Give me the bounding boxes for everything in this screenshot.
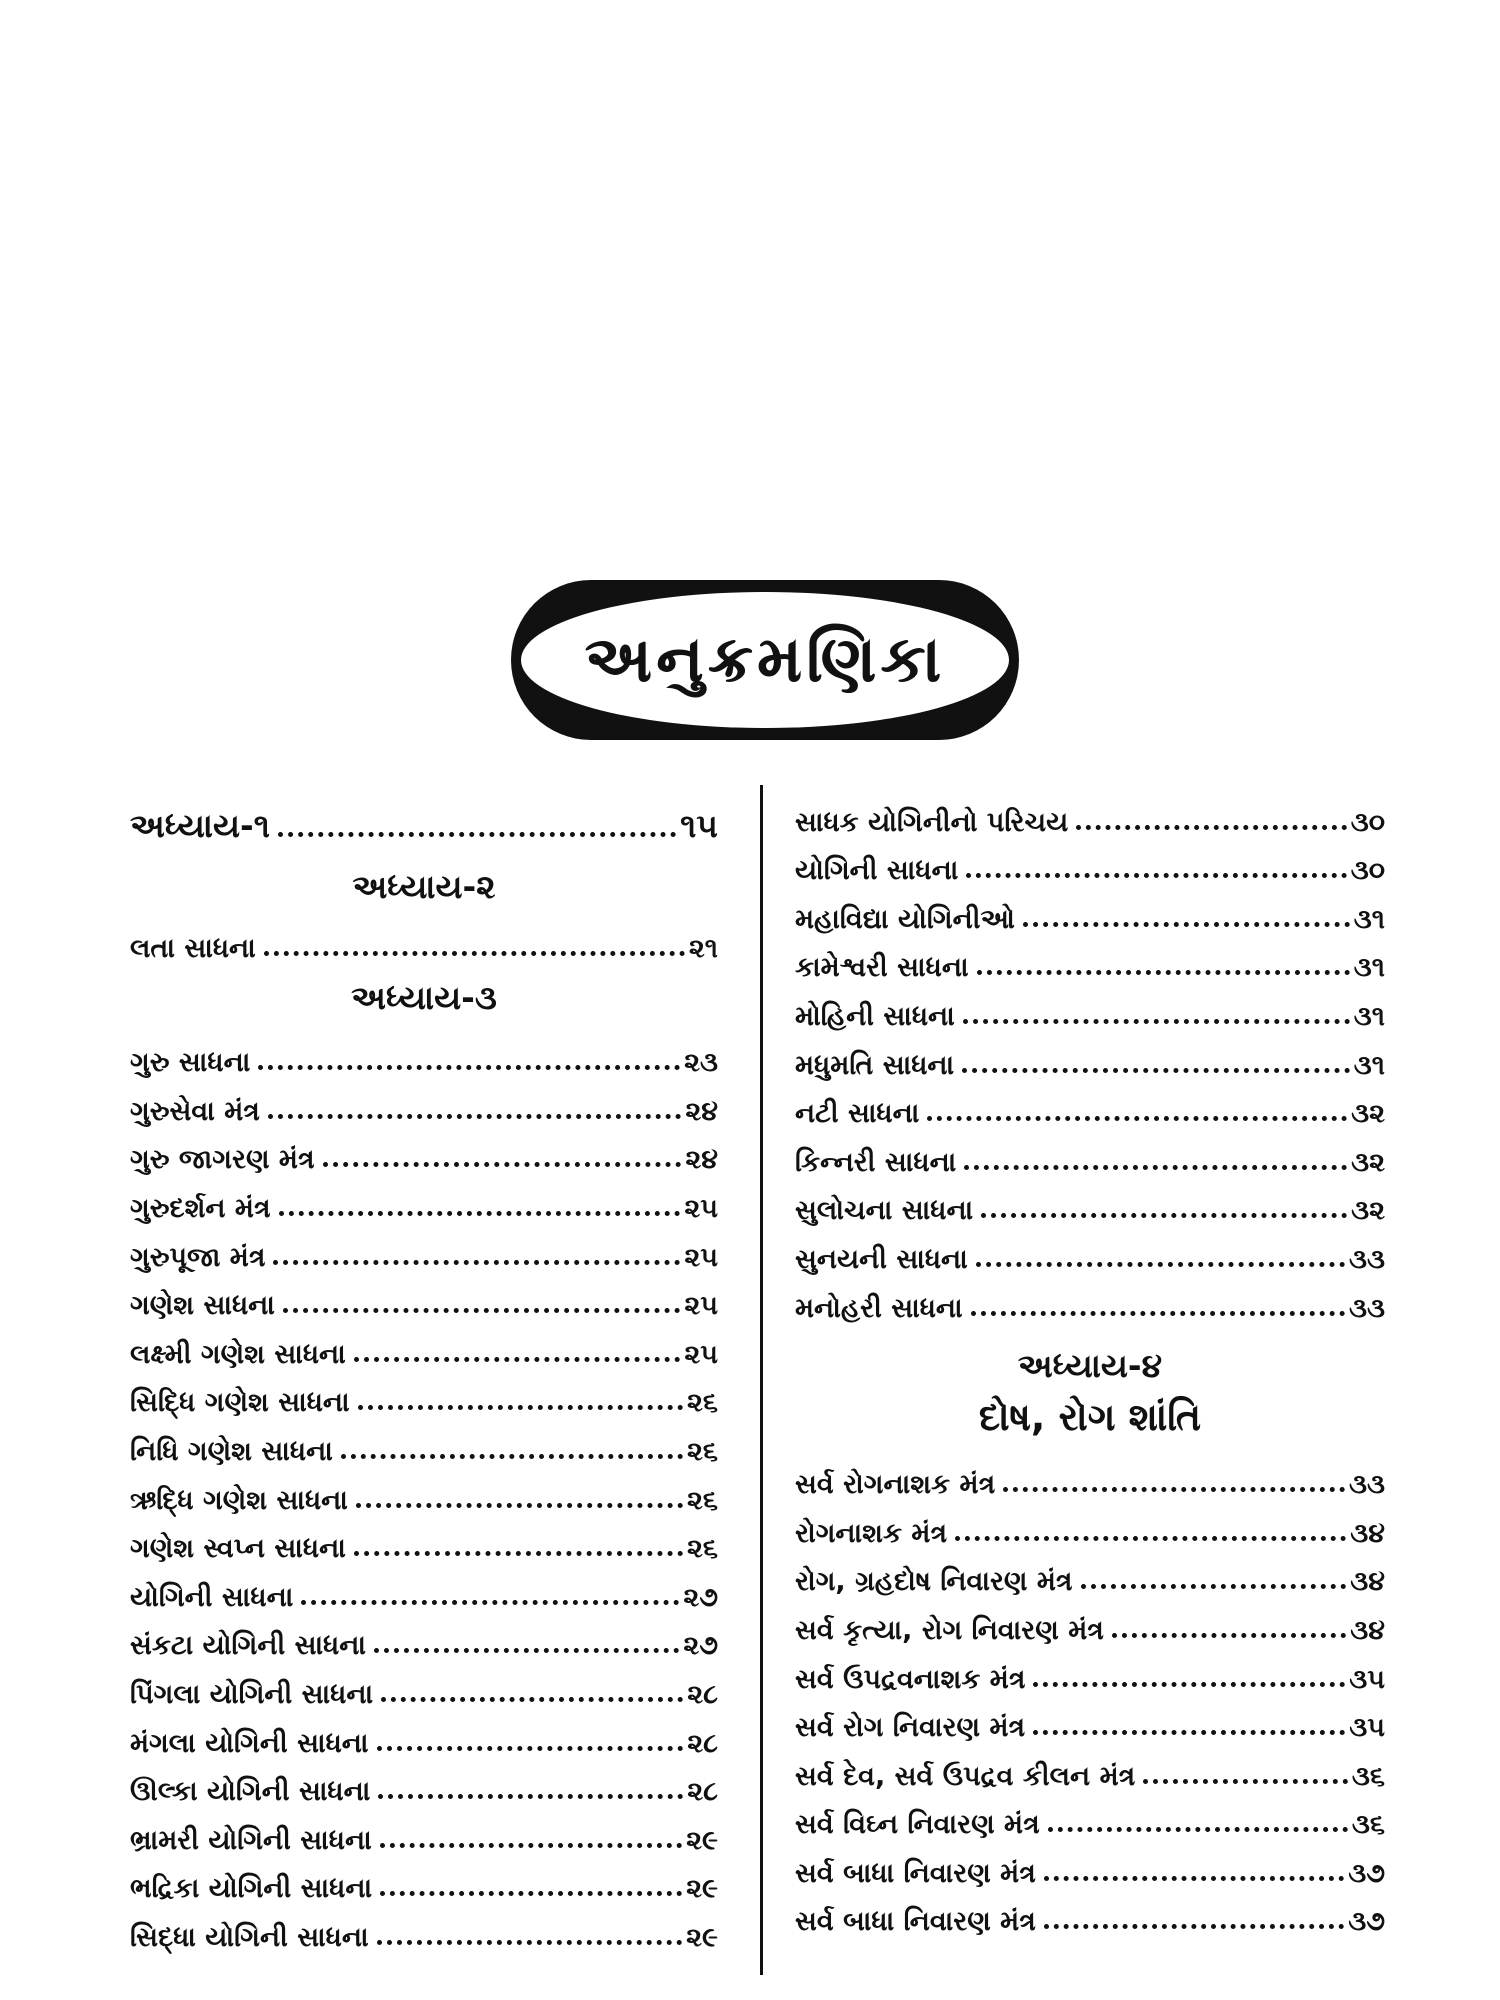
toc-entry-page: ૩૦	[1350, 806, 1385, 838]
toc-entry-page: ૩૩	[1349, 1243, 1385, 1275]
dot-leader	[354, 1357, 681, 1362]
dot-leader	[374, 1648, 679, 1653]
dot-leader	[977, 970, 1350, 975]
toc-entry-label: ઊલ્કા યોગિની સાધના	[130, 1776, 371, 1808]
toc-entry-page: ૨૪	[685, 1095, 718, 1127]
toc-entry[interactable]	[130, 916, 718, 965]
toc-entry-page: ૨૮	[687, 1678, 718, 1710]
toc-entry-page: ૩૪	[1350, 1517, 1385, 1549]
toc-entry[interactable]	[795, 936, 1385, 985]
toc-entry-page: ૨૪	[685, 1144, 718, 1176]
chapter-3-continued-list	[795, 790, 1385, 1325]
dot-leader	[380, 1843, 682, 1848]
toc-entry-label: ભદ્રિકા યોગિની સાધના	[130, 1873, 373, 1905]
toc-entry[interactable]	[795, 1082, 1385, 1131]
toc-entry-label: સુનયની સાધના	[795, 1243, 968, 1275]
toc-entry-label: રોગ, ગ્રહદોષ નિવારણ મંત્ર	[795, 1566, 1073, 1598]
chapter-4-list	[795, 1453, 1385, 1939]
toc-entry[interactable]	[795, 1033, 1385, 1082]
toc-entry-page: ૩૪	[1350, 1614, 1385, 1646]
toc-entry[interactable]	[130, 1662, 718, 1711]
toc-entry-page: ૩૨	[1351, 1098, 1385, 1130]
toc-entry-label: યોગિની સાધના	[130, 1581, 294, 1613]
dot-leader	[354, 1551, 683, 1556]
toc-entry-page: ૨૯	[686, 1873, 718, 1905]
toc-entry-label: ગણેશ સ્વપ્ન સાધના	[130, 1533, 346, 1565]
toc-entry[interactable]	[130, 1565, 718, 1614]
dot-leader	[1023, 922, 1350, 927]
toc-entry[interactable]	[795, 790, 1385, 839]
dot-leader	[1044, 1924, 1344, 1929]
toc-entry-page: ૨૫	[684, 1241, 718, 1273]
dot-leader	[377, 1746, 684, 1751]
dot-leader	[964, 1165, 1347, 1170]
dot-leader	[278, 832, 676, 837]
toc-entry-page: ૨૯	[686, 1824, 718, 1856]
toc-entry-page: ૨૩	[684, 1047, 718, 1079]
toc-entry-label: સર્વ કૃત્યા, રોગ નિવારણ મંત્ર	[795, 1614, 1104, 1646]
toc-entry[interactable]	[795, 1744, 1385, 1793]
toc-entry-page: ૩૧	[1353, 1049, 1385, 1081]
toc-entry[interactable]	[795, 1550, 1385, 1599]
toc-entry[interactable]	[130, 1808, 718, 1857]
toc-entry-label: સાધક યોગિનીનો પરિચય	[795, 806, 1069, 838]
toc-entry[interactable]	[130, 1760, 718, 1809]
toc-entry-label: મધુમતિ સાધના	[795, 1049, 955, 1081]
dot-leader	[381, 1697, 683, 1702]
toc-entry-label: સર્વ બાધા નિવારણ મંત્ર	[795, 1857, 1036, 1889]
toc-entry-label: સર્વ રોગ નિવારણ મંત્ર	[795, 1712, 1026, 1744]
toc-entry-page: ૨૯	[686, 1921, 718, 1953]
toc-entry-label: સર્વ બાધા નિવારણ મંત્ર	[795, 1906, 1036, 1938]
toc-entry-label: કિન્નરી સાધના	[795, 1146, 957, 1178]
chapter-2-heading: અધ્યાય-૨	[352, 867, 496, 906]
toc-entry[interactable]	[795, 1793, 1385, 1842]
toc-entry-label: સિદ્ધા યોગિની સાધના	[130, 1921, 369, 1953]
page-title: અનુક્રમણિકા	[584, 623, 946, 697]
toc-entry-label: ગણેશ સાધના	[130, 1290, 275, 1322]
dot-leader	[962, 1068, 1350, 1073]
toc-entry-page: ૧૫	[680, 806, 718, 845]
toc-entry[interactable]	[130, 1711, 718, 1760]
toc-entry[interactable]	[130, 1031, 718, 1080]
toc-entry-label: મંગલા યોગિની સાધના	[130, 1727, 369, 1759]
chapter-4-subheading: દોષ, રોગ શાંતિ	[978, 1394, 1202, 1439]
toc-entry[interactable]	[130, 1857, 718, 1906]
dot-leader	[1081, 1584, 1347, 1589]
chapter-4-heading: અધ્યાય-૪	[1017, 1345, 1163, 1385]
dot-leader	[377, 1940, 683, 1945]
toc-entry-label: ભ્રામરી યોગિની સાધના	[130, 1824, 372, 1856]
toc-entry-page: ૨૮	[687, 1727, 718, 1759]
dot-leader	[1044, 1876, 1344, 1881]
dot-leader	[976, 1262, 1345, 1267]
toc-entry-chapter-1[interactable]	[130, 790, 718, 846]
toc-entry[interactable]	[130, 1274, 718, 1323]
toc-entry-label: ગુરુ જાગરણ મંત્ર	[130, 1144, 315, 1176]
dot-leader	[323, 1162, 682, 1167]
chapter-3-list	[130, 1031, 718, 1954]
toc-entry-page: ૩૧	[1353, 1000, 1385, 1032]
toc-entry[interactable]	[795, 1501, 1385, 1550]
toc-entry[interactable]	[795, 1841, 1385, 1890]
toc-entry-page: ૨૫	[684, 1192, 718, 1224]
toc-entry-page: ૩૭	[1348, 1906, 1385, 1938]
toc-entry-label: સિદ્ધિ ગણેશ સાધના	[130, 1387, 350, 1419]
toc-entry-page: ૩૩	[1349, 1469, 1385, 1501]
toc-entry[interactable]	[795, 1130, 1385, 1179]
toc-entry-page: ૨૮	[687, 1776, 718, 1808]
toc-entry-page: ૨૬	[687, 1533, 718, 1565]
toc-entry-label: સુલોચના સાધના	[795, 1195, 974, 1227]
dot-leader	[301, 1600, 679, 1605]
toc-entry-page: ૨૬	[687, 1484, 718, 1516]
toc-entry[interactable]	[795, 1647, 1385, 1696]
toc-entry-label: મનોહરી સાધના	[795, 1292, 963, 1324]
title-badge	[511, 580, 1019, 740]
toc-entry[interactable]	[130, 1128, 718, 1177]
toc-entry[interactable]	[130, 1079, 718, 1128]
toc-entry-page: ૨૬	[687, 1435, 718, 1467]
toc-entry-label: સર્વ દેવ, સર્વ ઉપદ્રવ કીલન મંત્ર	[795, 1760, 1136, 1792]
toc-entry-page: ૨૧	[688, 932, 718, 964]
toc-left-column	[130, 790, 718, 1954]
toc-entry-label: મહાવિદ્યા યોગિનીઓ	[795, 903, 1015, 935]
title-badge-inner	[521, 592, 1009, 728]
toc-entry[interactable]	[795, 1696, 1385, 1745]
toc-entry-page: ૨૭	[683, 1630, 718, 1662]
toc-entry[interactable]	[130, 1905, 718, 1954]
toc-entry[interactable]	[795, 1276, 1385, 1325]
dot-leader	[1143, 1779, 1348, 1784]
toc-entry[interactable]	[795, 1453, 1385, 1502]
toc-entry[interactable]	[130, 1517, 718, 1566]
toc-entry-label: કામેશ્વરી સાધના	[795, 952, 969, 984]
dot-leader	[981, 1213, 1347, 1218]
toc-entry[interactable]	[795, 887, 1385, 936]
dot-leader	[971, 1311, 1345, 1316]
toc-entry-page: ૩૨	[1351, 1195, 1385, 1227]
dot-leader	[341, 1454, 683, 1459]
toc-right-column	[795, 790, 1385, 1938]
toc-entry-page: ૩૦	[1350, 855, 1385, 887]
toc-entry-label: યોગિની સાધના	[795, 855, 959, 887]
toc-entry-page: ૨૫	[684, 1338, 718, 1370]
toc-entry-label: રોગનાશક મંત્ર	[795, 1517, 948, 1549]
toc-entry[interactable]	[130, 1176, 718, 1225]
toc-entry[interactable]	[130, 1614, 718, 1663]
dot-leader	[356, 1503, 683, 1508]
toc-entry-page: ૩૩	[1349, 1292, 1385, 1324]
dot-leader	[927, 1116, 1347, 1121]
toc-entry[interactable]	[130, 1468, 718, 1517]
chapter-3-heading: અધ્યાય-૩	[351, 977, 497, 1017]
dot-leader	[1003, 1487, 1345, 1492]
toc-entry-page: ૩૭	[1348, 1857, 1385, 1889]
toc-entry-label: લતા સાધના	[130, 932, 256, 964]
dot-leader	[1112, 1633, 1346, 1638]
toc-entry-page: ૩૧	[1353, 903, 1385, 935]
toc-entry-page: ૩૧	[1353, 952, 1385, 984]
dot-leader	[1033, 1730, 1345, 1735]
dot-leader	[1048, 1827, 1348, 1832]
dot-leader	[1033, 1682, 1345, 1687]
dot-leader	[279, 1211, 681, 1216]
toc-entry-label: ઋદ્ધિ ગણેશ સાધના	[130, 1484, 348, 1516]
toc-entry[interactable]	[795, 984, 1385, 1033]
toc-entry-label: સર્વ ઉપદ્રવનાશક મંત્ર	[795, 1663, 1026, 1695]
dot-leader	[258, 1065, 680, 1070]
toc-entry-label: સર્વ વિઘ્ન નિવારણ મંત્ર	[795, 1809, 1040, 1841]
dot-leader	[966, 873, 1346, 878]
dot-leader	[264, 951, 685, 956]
dot-leader	[273, 1260, 680, 1265]
dot-leader	[955, 1536, 1346, 1541]
dot-leader	[1076, 825, 1347, 830]
toc-entry[interactable]	[130, 1419, 718, 1468]
toc-entry[interactable]	[795, 1179, 1385, 1228]
toc-entry[interactable]	[130, 1371, 718, 1420]
toc-entry-page: ૩૬	[1351, 1760, 1385, 1792]
toc-entry-page: ૩૫	[1349, 1663, 1385, 1695]
toc-entry-page: ૩૬	[1351, 1809, 1385, 1841]
toc-entry-page: ૩૪	[1350, 1566, 1385, 1598]
chapter-2-list	[130, 916, 718, 965]
toc-entry-label: ગુરુદર્શન મંત્ર	[130, 1192, 271, 1224]
toc-entry[interactable]	[795, 1227, 1385, 1276]
toc-entry[interactable]	[795, 1598, 1385, 1647]
toc-entry-label: લક્ષ્મી ગણેશ સાધના	[130, 1338, 346, 1370]
toc-entry-page: ૨૫	[684, 1290, 718, 1322]
toc-entry-label: નટી સાધના	[795, 1098, 920, 1130]
dot-leader	[283, 1308, 681, 1313]
toc-entry-label: ગુરુસેવા મંત્ર	[130, 1095, 260, 1127]
toc-entry[interactable]	[130, 1322, 718, 1371]
toc-entry-page: ૩૨	[1351, 1146, 1385, 1178]
toc-entry[interactable]	[795, 1890, 1385, 1939]
toc-entry[interactable]	[130, 1225, 718, 1274]
dot-leader	[268, 1114, 682, 1119]
dot-leader	[963, 1019, 1350, 1024]
toc-entry-label: સંકટા યોગિની સાધના	[130, 1630, 366, 1662]
dot-leader	[378, 1794, 683, 1799]
toc-entry-page: ૩૫	[1349, 1712, 1385, 1744]
dot-leader	[358, 1405, 683, 1410]
toc-entry-label: પિંગલા યોગિની સાધના	[130, 1678, 374, 1710]
toc-entry[interactable]	[795, 839, 1385, 888]
toc-entry-page: ૨૭	[683, 1581, 718, 1613]
toc-entry-label: ગુરુ સાધના	[130, 1047, 251, 1079]
dot-leader	[380, 1891, 682, 1896]
toc-entry-label: અધ્યાય-૧	[130, 806, 270, 845]
toc-entry-label: ગુરુપૂજા મંત્ર	[130, 1241, 266, 1273]
toc-entry-label: મોહિની સાધના	[795, 1000, 955, 1032]
toc-entry-page: ૨૬	[687, 1387, 718, 1419]
toc-entry-label: સર્વ રોગનાશક મંત્ર	[795, 1469, 996, 1501]
toc-entry-label: નિધિ ગણેશ સાધના	[130, 1435, 333, 1467]
column-divider	[760, 785, 763, 1975]
